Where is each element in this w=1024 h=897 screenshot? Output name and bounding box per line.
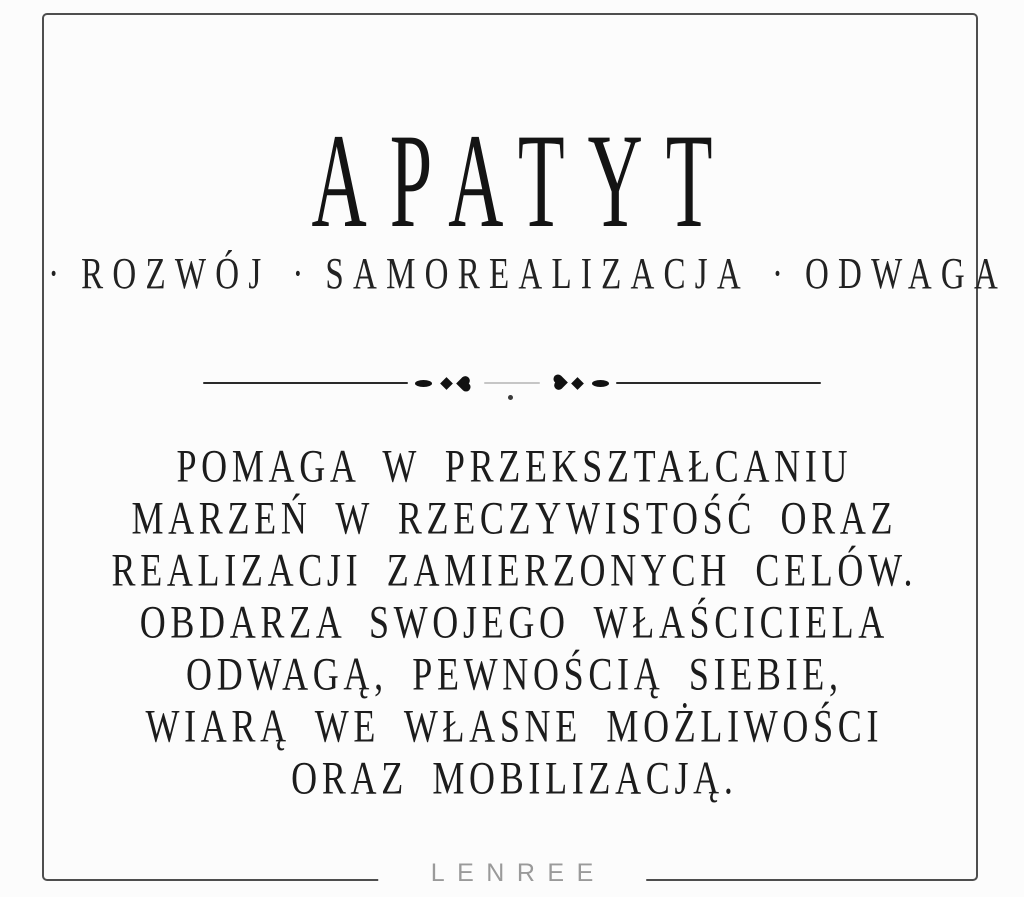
description-line: MARZEŃ W RZECZYWISTOŚĆ ORAZ	[131, 492, 898, 544]
bullet-separator: ·	[292, 250, 304, 299]
floral-heart-icon	[454, 374, 472, 392]
description-line: OBDARZA SWOJEGO WŁAŚCICIELA	[139, 596, 889, 648]
floral-heart-icon	[552, 374, 570, 392]
keywords-row	[0, 250, 1024, 299]
keyword-samorealizacja: SAMOREALIZACJA	[325, 250, 750, 299]
divider-center-line	[484, 382, 540, 384]
keyword-rozwoj: ROZWÓJ	[81, 250, 271, 299]
card-title: APATYT	[311, 107, 736, 257]
description-line: REALIZACJI ZAMIERZONYCH CELÓW.	[111, 544, 918, 596]
keyword-odwaga: ODWAGA	[804, 250, 1008, 299]
ornamental-divider	[0, 372, 1024, 394]
description-line: POMAGA W PRZEKSZTAŁCANIU	[176, 440, 853, 492]
bullet-separator: ·	[48, 250, 60, 299]
ellipse-dot-icon	[415, 380, 432, 387]
divider-line-right	[616, 382, 821, 384]
divider-line-left	[203, 382, 408, 384]
ellipse-dot-icon	[592, 380, 609, 387]
description-line: ORAZ MOBILIZACJĄ.	[291, 752, 738, 804]
description-line: WIARĄ WE WŁASNE MOŻLIWOŚCI	[145, 700, 884, 752]
brand-label: LENREE	[378, 855, 646, 891]
description-line: ODWAGĄ, PEWNOŚCIĄ SIEBIE,	[186, 648, 843, 700]
diamond-icon	[571, 377, 584, 390]
bullet-separator: ·	[771, 250, 783, 299]
description	[0, 440, 1024, 804]
diamond-icon	[440, 377, 453, 390]
